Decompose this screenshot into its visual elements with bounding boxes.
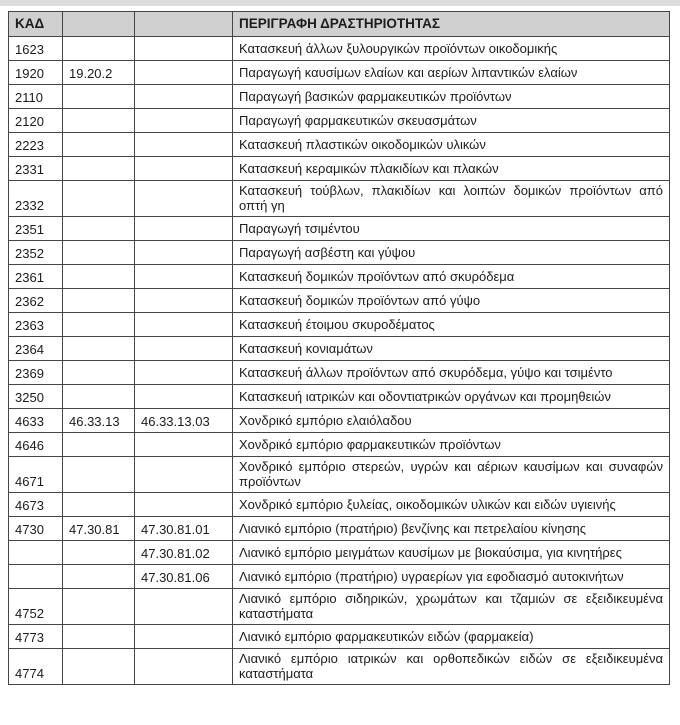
- kad-column-header: ΚΑΔ: [9, 12, 63, 37]
- sub-code-cell: [63, 37, 135, 61]
- sub-sub-code-cell: [135, 241, 233, 265]
- sub-code-cell: [63, 85, 135, 109]
- kad-cell: 2331: [9, 157, 63, 181]
- sub-code-cell: [63, 457, 135, 493]
- kad-cell: 2223: [9, 133, 63, 157]
- sub-sub-code-cell: [135, 181, 233, 217]
- description-cell: Λιανικό εμπόριο (πρατήριο) υγραερίων για εφοδιασμό αυτοκινήτων: [233, 565, 670, 589]
- sub-code-cell: [63, 217, 135, 241]
- description-cell: Κατασκευή κεραμικών πλακιδίων και πλακών: [233, 157, 670, 181]
- kad-cell: [9, 541, 63, 565]
- kad-cell: 2332: [9, 181, 63, 217]
- sub-sub-code-cell: [135, 313, 233, 337]
- table-row: [9, 361, 670, 385]
- sub-code-cell: [63, 565, 135, 589]
- sub-sub-code-cell: [135, 493, 233, 517]
- kad-cell: [9, 565, 63, 589]
- description-cell: Παραγωγή φαρμακευτικών σκευασμάτων: [233, 109, 670, 133]
- table-row: [9, 337, 670, 361]
- sub-sub-code-cell: 47.30.81.02: [135, 541, 233, 565]
- sub-code-cell: [63, 313, 135, 337]
- table-row: [9, 109, 670, 133]
- kad-cell: 2364: [9, 337, 63, 361]
- sub-sub-code-cell: [135, 133, 233, 157]
- sub-sub-code-cell: [135, 85, 233, 109]
- activity-codes-table: [8, 11, 670, 685]
- description-cell: Παραγωγή ασβέστη και γύψου: [233, 241, 670, 265]
- table-row: [9, 589, 670, 625]
- kad-cell: 2362: [9, 289, 63, 313]
- kad-cell: 4646: [9, 433, 63, 457]
- description-cell: Κατασκευή δομικών προϊόντων από γύψο: [233, 289, 670, 313]
- sub-code-cell: [63, 625, 135, 649]
- description-cell: Κατασκευή κονιαμάτων: [233, 337, 670, 361]
- kad-cell: 4633: [9, 409, 63, 433]
- sub-code-cell: [63, 649, 135, 685]
- sub-code-cell: [63, 385, 135, 409]
- description-cell: Λιανικό εμπόριο ιατρικών και ορθοπεδικών ειδών σε εξειδικευμένα καταστήματα: [233, 649, 670, 685]
- description-cell: Χονδρικό εμπόριο στερεών, υγρών και αέριων καυσίμων και συναφών προϊόντων: [233, 457, 670, 493]
- sub-sub-code-cell: 46.33.13.03: [135, 409, 233, 433]
- sub-code-cell: [63, 181, 135, 217]
- table-row: [9, 85, 670, 109]
- sub-code-cell: [63, 589, 135, 625]
- table-row: [9, 385, 670, 409]
- kad-cell: 1623: [9, 37, 63, 61]
- sub-sub-code-cell: 47.30.81.06: [135, 565, 233, 589]
- table-row: [9, 289, 670, 313]
- description-cell: Κατασκευή έτοιμου σκυροδέματος: [233, 313, 670, 337]
- sub-code-cell: [63, 337, 135, 361]
- sub-sub-code-cell: [135, 217, 233, 241]
- description-cell: Κατασκευή τούβλων, πλακιδίων και λοιπών δομικών προϊόντων από οπτή γη: [233, 181, 670, 217]
- sub-code-cell: 47.30.81: [63, 517, 135, 541]
- kad-cell: 2351: [9, 217, 63, 241]
- sub-code-cell: [63, 133, 135, 157]
- sub-sub-code-column-header: [135, 12, 233, 37]
- table-row: [9, 493, 670, 517]
- sub-code-cell: [63, 493, 135, 517]
- description-cell: Λιανικό εμπόριο φαρμακευτικών ειδών (φαρμακεία): [233, 625, 670, 649]
- table-row: [9, 625, 670, 649]
- description-cell: Χονδρικό εμπόριο φαρμακευτικών προϊόντων: [233, 433, 670, 457]
- sub-code-cell: [63, 541, 135, 565]
- sub-code-cell: [63, 265, 135, 289]
- sub-sub-code-cell: [135, 337, 233, 361]
- sub-code-cell: 46.33.13: [63, 409, 135, 433]
- kad-cell: 2110: [9, 85, 63, 109]
- sub-sub-code-cell: [135, 361, 233, 385]
- description-cell: Παραγωγή καυσίμων ελαίων και αερίων λιπαντικών ελαίων: [233, 61, 670, 85]
- sub-code-cell: [63, 241, 135, 265]
- table-row: [9, 217, 670, 241]
- kad-cell: 4730: [9, 517, 63, 541]
- sub-sub-code-cell: [135, 433, 233, 457]
- description-cell: Χονδρικό εμπόριο ξυλείας, οικοδομικών υλικών και ειδών υγιεινής: [233, 493, 670, 517]
- table-row: [9, 133, 670, 157]
- kad-cell: 2361: [9, 265, 63, 289]
- table-row: [9, 61, 670, 85]
- sub-code-cell: [63, 433, 135, 457]
- table-row: [9, 157, 670, 181]
- table-row: [9, 409, 670, 433]
- sub-code-cell: [63, 109, 135, 133]
- kad-cell: 4671: [9, 457, 63, 493]
- sub-code-cell: [63, 289, 135, 313]
- description-column-header: ΠΕΡΙΓΡΑΦΗ ΔΡΑΣΤΗΡΙΟΤΗΤΑΣ: [233, 12, 670, 37]
- sub-sub-code-cell: [135, 385, 233, 409]
- kad-cell: 4752: [9, 589, 63, 625]
- sub-sub-code-cell: [135, 157, 233, 181]
- description-cell: Κατασκευή πλαστικών οικοδομικών υλικών: [233, 133, 670, 157]
- sub-sub-code-cell: [135, 109, 233, 133]
- kad-cell: 4673: [9, 493, 63, 517]
- table-row: [9, 37, 670, 61]
- table-row: [9, 313, 670, 337]
- kad-cell: 1920: [9, 61, 63, 85]
- sub-code-cell: 19.20.2: [63, 61, 135, 85]
- table-row: [9, 265, 670, 289]
- sub-sub-code-cell: [135, 457, 233, 493]
- sub-sub-code-cell: [135, 37, 233, 61]
- table-row: [9, 241, 670, 265]
- table-row: [9, 541, 670, 565]
- table-row: [9, 181, 670, 217]
- table-row: [9, 565, 670, 589]
- page-top-edge: [0, 0, 680, 6]
- sub-sub-code-cell: [135, 265, 233, 289]
- sub-code-cell: [63, 157, 135, 181]
- sub-sub-code-cell: [135, 289, 233, 313]
- sub-sub-code-cell: [135, 649, 233, 685]
- description-cell: Παραγωγή τσιμέντου: [233, 217, 670, 241]
- sub-sub-code-cell: [135, 589, 233, 625]
- sub-sub-code-cell: [135, 61, 233, 85]
- kad-cell: 2352: [9, 241, 63, 265]
- kad-cell: 3250: [9, 385, 63, 409]
- description-cell: Κατασκευή ιατρικών και οδοντιατρικών οργάνων και προμηθειών: [233, 385, 670, 409]
- kad-cell: 2120: [9, 109, 63, 133]
- kad-cell: 2363: [9, 313, 63, 337]
- description-cell: Λιανικό εμπόριο μειγμάτων καυσίμων με βιοκαύσιμα, για κινητήρες: [233, 541, 670, 565]
- description-cell: Λιανικό εμπόριο (πρατήριο) βενζίνης και πετρελαίου κίνησης: [233, 517, 670, 541]
- description-cell: Κατασκευή δομικών προϊόντων από σκυρόδεμα: [233, 265, 670, 289]
- description-cell: Κατασκευή άλλων ξυλουργικών προϊόντων οικοδομικής: [233, 37, 670, 61]
- table-row: [9, 457, 670, 493]
- sub-code-column-header: [63, 12, 135, 37]
- kad-cell: 2369: [9, 361, 63, 385]
- table-header-row: [9, 12, 670, 37]
- sub-sub-code-cell: [135, 625, 233, 649]
- table-row: [9, 649, 670, 685]
- sub-code-cell: [63, 361, 135, 385]
- table-row: [9, 433, 670, 457]
- kad-cell: 4773: [9, 625, 63, 649]
- sub-sub-code-cell: 47.30.81.01: [135, 517, 233, 541]
- table-row: [9, 517, 670, 541]
- description-cell: Παραγωγή βασικών φαρμακευτικών προϊόντων: [233, 85, 670, 109]
- description-cell: Χονδρικό εμπόριο ελαιόλαδου: [233, 409, 670, 433]
- kad-cell: 4774: [9, 649, 63, 685]
- description-cell: Κατασκευή άλλων προϊόντων από σκυρόδεμα, γύψο και τσιμέντο: [233, 361, 670, 385]
- description-cell: Λιανικό εμπόριο σιδηρικών, χρωμάτων και τζαμιών σε εξειδικευμένα καταστήματα: [233, 589, 670, 625]
